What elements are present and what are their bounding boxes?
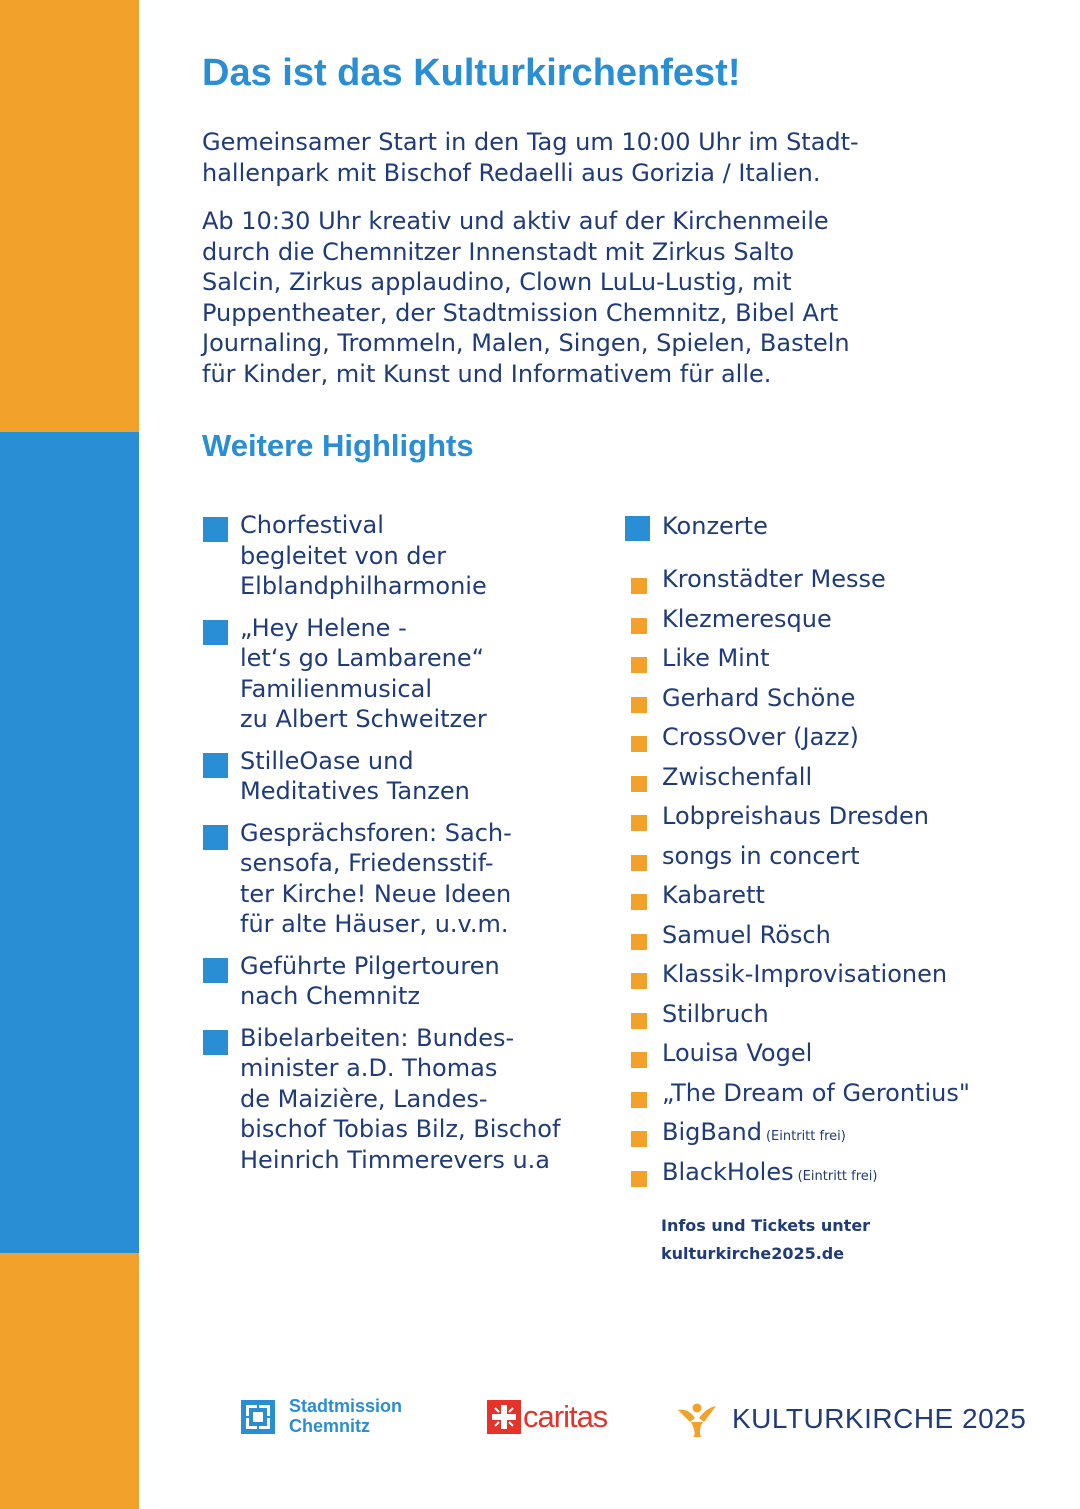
concert-item: [625, 797, 1065, 837]
orange-square-bullet-icon: [631, 1052, 647, 1068]
orange-square-bullet-icon: [631, 1131, 647, 1147]
highlight-item-text: Bibelarbeiten: Bundes- minister a.D. Thomas de Maizière, Landes- bischof Tobias Bilz, Bischof Heinrich Timmerevers u.a: [240, 1023, 561, 1174]
orange-square-bullet-icon: [631, 934, 647, 950]
highlight-item-text: Geführte Pilgertouren nach Chemnitz: [240, 951, 500, 1010]
kulturkirche-figure-icon: [676, 1400, 718, 1438]
highlight-item: [203, 818, 613, 940]
orange-square-bullet-icon: [631, 1013, 647, 1029]
orange-square-bullet-icon: [631, 657, 647, 673]
highlight-item-text: Chorfestival begleitet von der Elblandphilharmonie: [240, 511, 487, 600]
concert-item: [625, 1113, 1065, 1153]
orange-square-bullet-icon: [631, 894, 647, 910]
highlights-heading: Weitere Highlights: [202, 428, 474, 463]
concert-name: Stilbruch: [662, 999, 769, 1028]
blue-square-bullet-icon: [625, 516, 650, 541]
orange-square-bullet-icon: [631, 618, 647, 634]
blue-stripe-middle: [0, 432, 139, 1253]
concert-name: Klassik-Improvisationen: [662, 960, 948, 988]
concert-item: [625, 1153, 1065, 1193]
highlight-item: [203, 1023, 613, 1176]
concerts-section: [625, 510, 1065, 1192]
concert-item: [625, 679, 1065, 719]
kulturkirche-logo-text: KULTURKIRCHE 2025: [732, 1403, 1027, 1434]
highlight-item: [203, 746, 613, 807]
concert-item: [625, 955, 1065, 995]
concert-name: Louisa Vogel: [662, 1039, 813, 1067]
orange-square-bullet-icon: [631, 697, 647, 713]
concert-item: [625, 876, 1065, 916]
concert-name: Kabarett: [662, 881, 765, 909]
infos-tickets: Infos und Tickets unter kulturkirche2025.de: [661, 1216, 871, 1263]
highlight-item-text: Gesprächsforen: Sach- sensofa, Friedensstif- ter Kirche! Neue Ideen für alte Häuser, u.v.m.: [240, 818, 512, 938]
orange-square-bullet-icon: [631, 736, 647, 752]
concert-item: [625, 1034, 1065, 1074]
concert-name: Kronstädter Messe: [662, 565, 886, 593]
orange-square-bullet-icon: [631, 1092, 647, 1108]
sponsor-logos: [0, 1390, 1080, 1450]
concert-item: [625, 718, 1065, 758]
highlights-list: [203, 510, 613, 1175]
orange-square-bullet-icon: [631, 815, 647, 831]
highlight-item: [203, 613, 613, 735]
concert-item: [625, 916, 1065, 956]
concerts-heading-item: [625, 510, 1065, 542]
concert-item: [625, 758, 1065, 798]
highlight-item-text: StilleOase und Meditatives Tanzen: [240, 746, 470, 805]
concert-item: [625, 1074, 1065, 1114]
concert-name: Like Mint: [662, 644, 770, 672]
concerts-heading: Konzerte: [662, 512, 768, 540]
blue-square-bullet-icon: [203, 1030, 228, 1055]
orange-square-bullet-icon: [631, 1171, 647, 1187]
concert-note: (Eintritt frei): [797, 1168, 878, 1184]
orange-square-bullet-icon: [631, 776, 647, 792]
orange-square-bullet-icon: [631, 855, 647, 871]
blue-square-bullet-icon: [203, 753, 228, 778]
highlight-item: [203, 510, 613, 602]
caritas-logo-text: caritas: [523, 1399, 608, 1434]
highlight-item: [203, 951, 613, 1012]
orange-square-bullet-icon: [631, 578, 647, 594]
intro-paragraph-start: Gemeinsamer Start in den Tag um 10:00 Uhr im Stadt- hallenpark mit Bischof Redaelli aus Gorizia / Italien.: [202, 128, 859, 187]
concerts-list: [625, 560, 1065, 1192]
intro-paragraph-program: Ab 10:30 Uhr kreativ und aktiv auf der Kirchenmeile durch die Chemnitzer Innenstadt mit Zirkus Salto Salcin, Zirkus applaudino, Clown LuLu-Lustig, mit Puppentheater, der Stadtmission Chemnitz, Bibel Art Journaling, Trommeln, Malen, Singen, Spielen, Basteln für Kinder, mit Kunst und Informativem für alle.: [202, 207, 850, 388]
orange-stripe-bottom: [0, 1253, 139, 1509]
concert-item: [625, 560, 1065, 600]
concert-name: Lobpreishaus Dresden: [662, 802, 929, 830]
blue-square-bullet-icon: [203, 620, 228, 645]
concert-item: [625, 837, 1065, 877]
blue-square-bullet-icon: [203, 958, 228, 983]
concert-note: (Eintritt frei): [765, 1129, 846, 1144]
concert-name: Samuel Rösch: [662, 920, 831, 949]
blue-square-bullet-icon: [203, 825, 228, 850]
orange-square-bullet-icon: [631, 973, 647, 989]
concert-name: Gerhard Schöne: [662, 683, 856, 712]
concert-item: [625, 600, 1065, 640]
page-title: Das ist das Kulturkirchenfest!: [202, 52, 741, 94]
concert-item: [625, 639, 1065, 679]
concert-name: BigBand: [662, 1118, 762, 1146]
concert-name: Zwischenfall: [662, 762, 813, 791]
concert-name: songs in concert: [662, 841, 860, 870]
blue-square-bullet-icon: [203, 517, 228, 542]
concert-item: [625, 995, 1065, 1035]
orange-stripe-top: [0, 0, 139, 432]
caritas-cross-icon: [487, 1400, 521, 1434]
concert-name: BlackHoles: [662, 1157, 794, 1186]
concert-name: „The Dream of Gerontius": [662, 1078, 970, 1107]
stadtmission-logo-icon: [241, 1400, 275, 1434]
concert-name: Klezmeresque: [662, 604, 832, 633]
concert-name: CrossOver (Jazz): [662, 723, 859, 751]
highlight-item-text: „Hey Helene - let‘s go Lambarene“ Familienmusical zu Albert Schweitzer: [240, 613, 487, 733]
stadtmission-logo-text: Stadtmission Chemnitz: [289, 1396, 403, 1436]
